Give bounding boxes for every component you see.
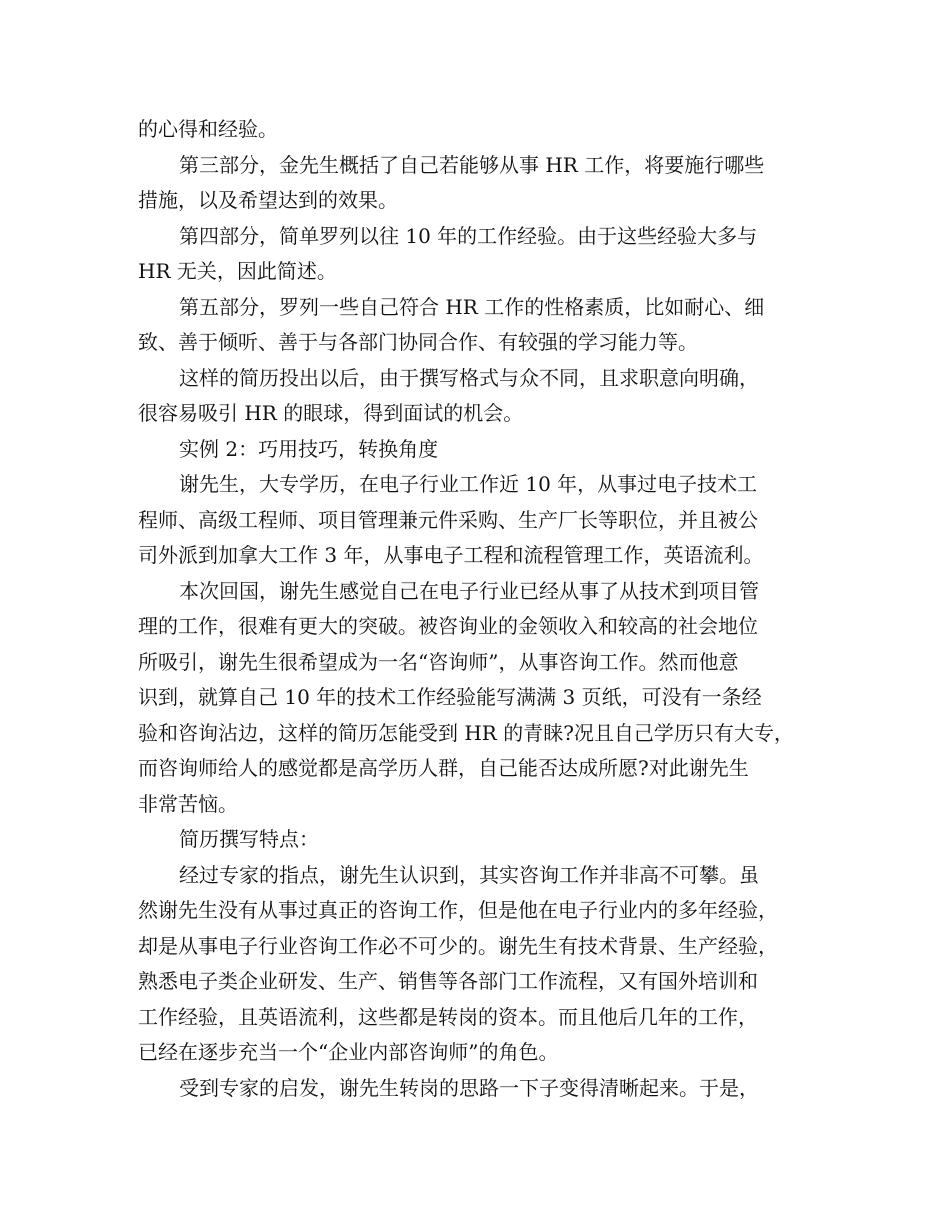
text-line: 第五部分，罗列一些自己符合 HR 工作的性格素质，比如耐心、细	[179, 294, 765, 319]
text-line: HR 无关，因此简述。	[138, 259, 337, 283]
text-line: 第四部分，简单罗列以往 10 年的工作经验。由于这些经验大多与	[179, 223, 758, 248]
text-line: 识到，就算自己 10 年的技术工作经验能写满满 3 页纸，可没有一条经	[138, 685, 762, 709]
text-line: 验和咨询沾边，这样的简历怎能受到 HR 的青睐?况且自己学历只有大专，	[138, 720, 794, 745]
text-line: 第三部分，金先生概括了自己若能够从事 HR 工作，将要施行哪些	[179, 152, 765, 177]
text-line: 工作经验，且英语流利，这些都是转岗的资本。而且他后几年的工作，	[138, 1004, 758, 1029]
text-line: 简历撰写特点：	[179, 827, 319, 851]
text-line: 理的工作，很难有更大的突破。被咨询业的金领收入和较高的社会地位	[138, 614, 758, 638]
text-line: 所吸引，谢先生很希望成为一名“咨询师”，从事咨询工作。然而他意	[138, 649, 739, 674]
text-line: 受到专家的启发，谢先生转岗的思路一下子变得清晰起来。于是，	[179, 1075, 759, 1100]
text-line: 措施，以及希望达到的效果。	[138, 188, 398, 212]
text-line: 很容易吸引 HR 的眼球，得到面试的机会。	[138, 401, 524, 425]
text-line: 已经在逐步充当一个“企业内部咨询师”的角色。	[138, 1040, 559, 1064]
text-line: 经过专家的指点，谢先生认识到，其实咨询工作并非高不可攀。虽	[179, 862, 759, 887]
text-line: 致、善于倾听、善于与各部门协同合作、有较强的学习能力等。	[138, 330, 698, 354]
text-line: 司外派到加拿大工作 3 年，从事电子工程和流程管理工作，英语流利。	[138, 543, 764, 567]
text-line: 本次回国，谢先生感觉自己在电子行业已经从事了从技术到项目管	[179, 578, 759, 603]
text-line: 这样的简历投出以后，由于撰写格式与众不同，且求职意向明确，	[179, 365, 759, 390]
text-line: 的心得和经验。	[138, 117, 278, 141]
text-line: 非常苦恼。	[138, 791, 238, 816]
text-line: 熟悉电子类企业研发、生产、销售等各部门工作流程，又有国外培训和	[138, 969, 758, 993]
document-page	[138, 112, 818, 1106]
text-line: 然谢先生没有从事过真正的咨询工作，但是他在电子行业内的多年经验，	[138, 898, 778, 922]
text-line: 而咨询师给人的感觉都是高学历人群，自己能否达成所愿?对此谢先生	[138, 756, 749, 780]
text-line: 实例 2：巧用技巧，转换角度	[179, 436, 439, 461]
text-line: 程师、高级工程师、项目管理兼元件采购、生产厂长等职位，并且被公	[138, 507, 758, 532]
text-line: 谢先生，大专学历，在电子行业工作近 10 年，从事过电子技术工	[179, 472, 758, 496]
text-line: 却是从事电子行业咨询工作必不可少的。谢先生有技术背景、生产经验，	[138, 933, 778, 958]
